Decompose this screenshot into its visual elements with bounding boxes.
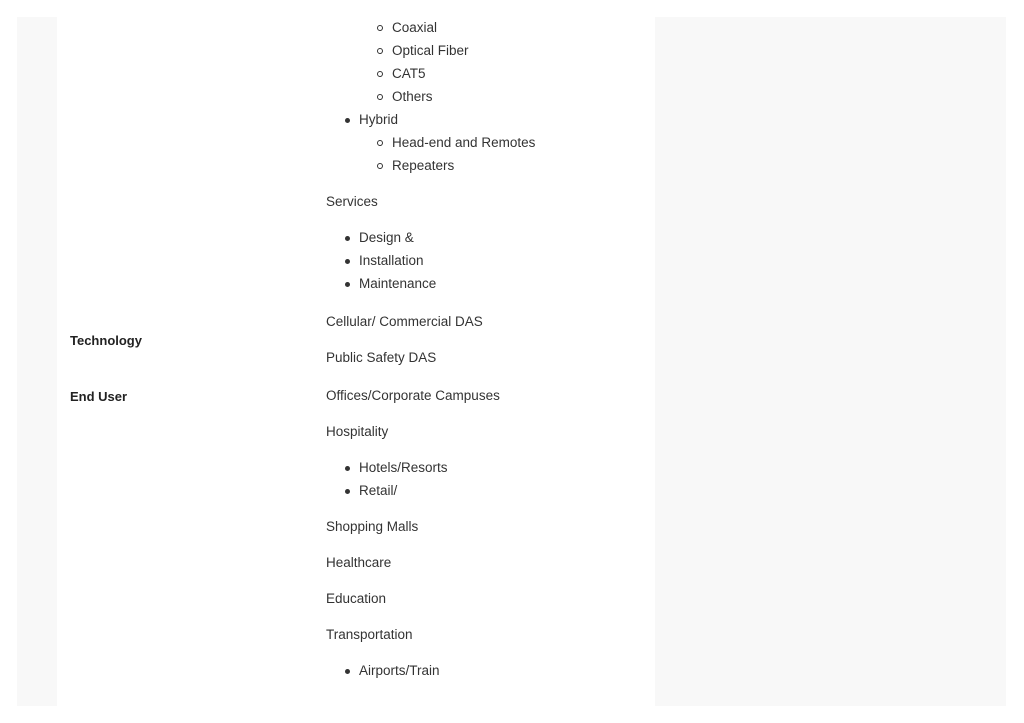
- list-item-retail: Retail/: [359, 483, 397, 499]
- list-item-maintenance: Maintenance: [359, 276, 436, 292]
- technology-public-safety: Public Safety DAS: [326, 350, 437, 365]
- list-item-repeaters: Repeaters: [392, 158, 454, 174]
- list-item-head-end: Head-end and Remotes: [392, 135, 535, 151]
- list-item-cat5: CAT5: [392, 66, 426, 82]
- end-user-shopping: Shopping Malls: [326, 519, 419, 534]
- end-user-offices: Offices/Corporate Campuses: [326, 388, 500, 403]
- technology-label: Technology: [70, 333, 142, 348]
- list-item-hotels: Hotels/Resorts: [359, 460, 448, 476]
- bullet-icon: [345, 118, 350, 123]
- circle-bullet-icon: [377, 71, 383, 77]
- bullet-icon: [345, 489, 350, 494]
- bullet-icon: [345, 259, 350, 264]
- bullet-icon: [345, 466, 350, 471]
- bullet-icon: [345, 669, 350, 674]
- list-item-others: Others: [392, 89, 433, 105]
- end-user-hospitality: Hospitality: [326, 424, 389, 439]
- end-user-healthcare: Healthcare: [326, 555, 392, 570]
- services-heading: Services: [326, 194, 378, 209]
- circle-bullet-icon: [377, 48, 383, 54]
- segmentation-table: [57, 17, 655, 706]
- bullet-icon: [345, 282, 350, 287]
- circle-bullet-icon: [377, 140, 383, 146]
- end-user-education: Education: [326, 591, 387, 606]
- end-user-transportation: Transportation: [326, 627, 413, 642]
- left-gutter: [17, 17, 57, 706]
- circle-bullet-icon: [377, 94, 383, 100]
- list-item-coaxial: Coaxial: [392, 20, 437, 36]
- end-user-label: End User: [70, 389, 128, 404]
- list-item-airports: Airports/Train: [359, 663, 440, 679]
- circle-bullet-icon: [377, 163, 383, 169]
- list-item-installation: Installation: [359, 253, 424, 269]
- circle-bullet-icon: [377, 25, 383, 31]
- right-sidebar: [655, 17, 1006, 706]
- bullet-icon: [345, 236, 350, 241]
- technology-cellular: Cellular/ Commercial DAS: [326, 314, 483, 329]
- list-item-hybrid: Hybrid: [359, 112, 398, 128]
- list-item-optical-fiber: Optical Fiber: [392, 43, 469, 59]
- list-item-design: Design &: [359, 230, 414, 246]
